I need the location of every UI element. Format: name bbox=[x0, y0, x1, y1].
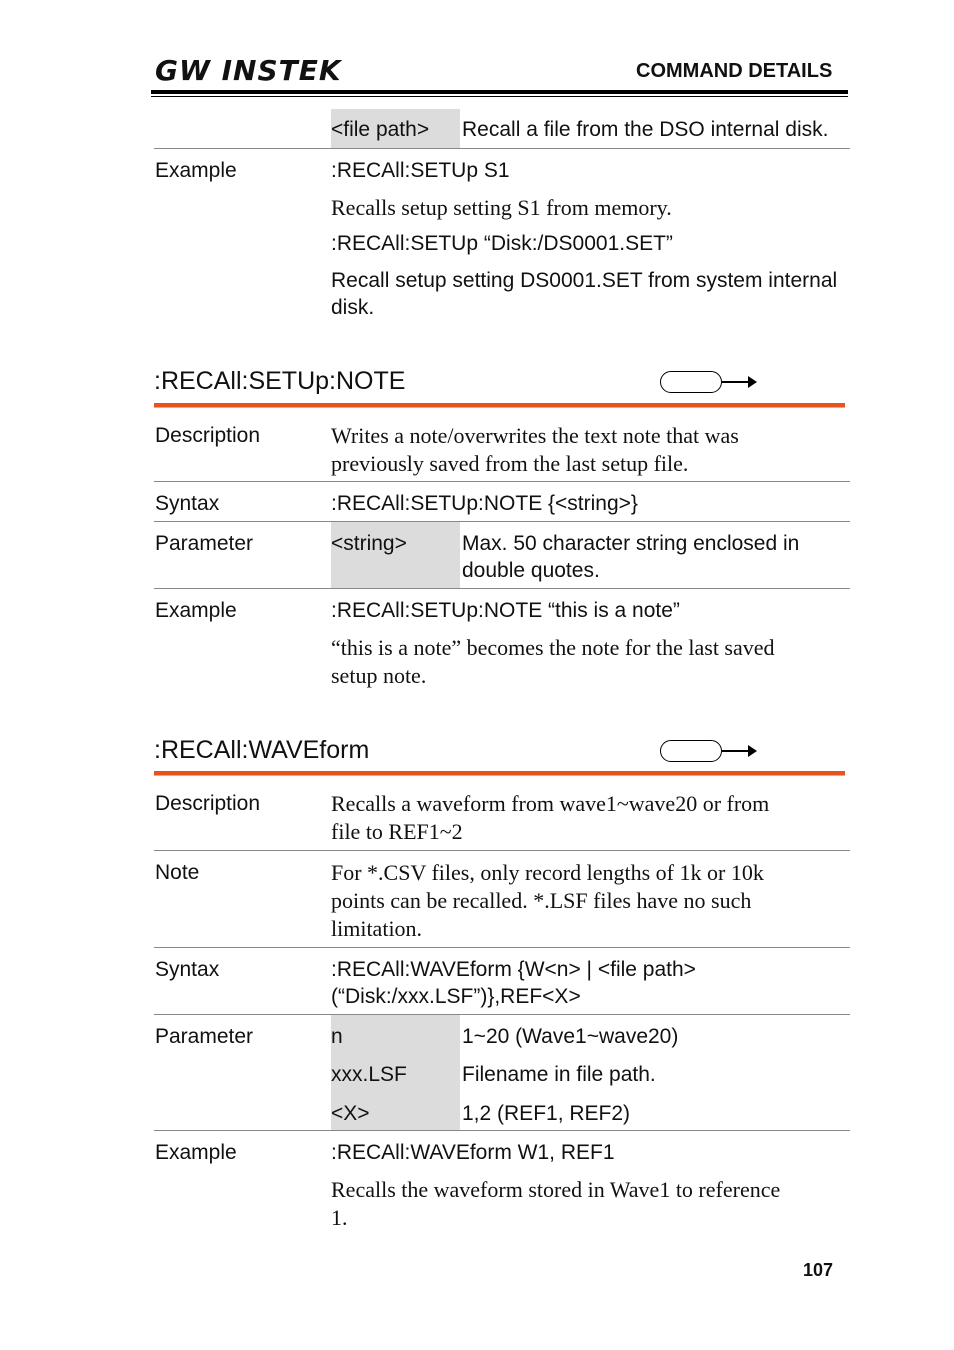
set-command-icon bbox=[660, 740, 722, 762]
description-line: Recalls a waveform from wave1~wave20 or from bbox=[331, 791, 770, 816]
note-line: points can be recalled. *.LSF files have no such bbox=[331, 888, 752, 913]
example-label: Example bbox=[155, 159, 237, 182]
section-rule-light bbox=[154, 775, 845, 776]
description-line: file to REF1~2 bbox=[331, 819, 463, 844]
description-line: previously saved from the last setup file. bbox=[331, 451, 689, 476]
param-desc: Recall a file from the DSO internal disk. bbox=[462, 118, 829, 141]
description-line: Writes a note/overwrites the text note that was bbox=[331, 423, 739, 448]
param-name: xxx.LSF bbox=[331, 1063, 407, 1086]
row-divider bbox=[154, 521, 850, 522]
syntax-label: Syntax bbox=[155, 492, 220, 515]
parameter-label: Parameter bbox=[155, 1025, 254, 1048]
example-command: :RECAll:SETUp S1 bbox=[331, 159, 510, 182]
set-command-icon bbox=[660, 371, 722, 393]
note-line: limitation. bbox=[331, 916, 423, 941]
arrow-head-icon bbox=[748, 745, 757, 757]
section-rule-light bbox=[154, 407, 845, 408]
example-command: :RECAll:SETUp “Disk:/DS0001.SET” bbox=[331, 232, 673, 255]
row-divider bbox=[154, 481, 850, 482]
param-name: n bbox=[331, 1025, 343, 1048]
brand-logo: GW INSTEK bbox=[155, 54, 342, 87]
syntax-text: (“Disk:/xxx.LSF”)},REF<X> bbox=[331, 985, 581, 1008]
example-description: Recalls setup setting S1 from memory. bbox=[331, 195, 672, 220]
parameter-label: Parameter bbox=[155, 532, 254, 555]
example-description: 1. bbox=[331, 1205, 348, 1230]
param-desc: 1,2 (REF1, REF2) bbox=[462, 1102, 631, 1125]
param-name: <file path> bbox=[331, 118, 430, 141]
example-label: Example bbox=[155, 599, 237, 622]
row-divider bbox=[154, 947, 850, 948]
description-label: Description bbox=[155, 792, 261, 815]
header-rule-thin bbox=[151, 96, 848, 97]
row-divider bbox=[154, 148, 850, 149]
param-desc: Max. 50 character string enclosed in bbox=[462, 532, 800, 555]
example-command: :RECAll:SETUp:NOTE “this is a note” bbox=[331, 599, 680, 622]
param-desc: Filename in file path. bbox=[462, 1063, 656, 1086]
section-title: :RECAll:SETUp:NOTE bbox=[154, 367, 406, 395]
row-divider bbox=[154, 850, 850, 851]
section-title: :RECAll:WAVEform bbox=[154, 736, 370, 764]
arrow-head-icon bbox=[748, 376, 757, 388]
example-description: disk. bbox=[331, 296, 375, 319]
row-divider bbox=[154, 588, 850, 589]
note-label: Note bbox=[155, 861, 200, 884]
example-description: Recall setup setting DS0001.SET from system internal bbox=[331, 269, 838, 292]
param-name: <X> bbox=[331, 1102, 370, 1125]
header-rule bbox=[151, 90, 848, 94]
syntax-text: :RECAll:WAVEform {W<n> | <file path> bbox=[331, 958, 696, 981]
page-number: 107 bbox=[803, 1260, 834, 1280]
example-description: Recalls the waveform stored in Wave1 to reference bbox=[331, 1177, 781, 1202]
syntax-label: Syntax bbox=[155, 958, 220, 981]
note-line: For *.CSV files, only record lengths of 1k or 10k bbox=[331, 860, 764, 885]
description-label: Description bbox=[155, 424, 261, 447]
param-desc: 1~20 (Wave1~wave20) bbox=[462, 1025, 679, 1048]
param-desc: double quotes. bbox=[462, 559, 600, 582]
example-label: Example bbox=[155, 1141, 237, 1164]
example-description: setup note. bbox=[331, 663, 427, 688]
row-divider bbox=[154, 1130, 850, 1131]
syntax-text: :RECAll:SETUp:NOTE {<string>} bbox=[331, 492, 638, 515]
param-name: <string> bbox=[331, 532, 407, 555]
example-description: “this is a note” becomes the note for the last saved bbox=[331, 635, 775, 660]
example-command: :RECAll:WAVEform W1, REF1 bbox=[331, 1141, 615, 1164]
header-section-title: COMMAND DETAILS bbox=[636, 60, 833, 82]
row-divider bbox=[154, 1014, 850, 1015]
